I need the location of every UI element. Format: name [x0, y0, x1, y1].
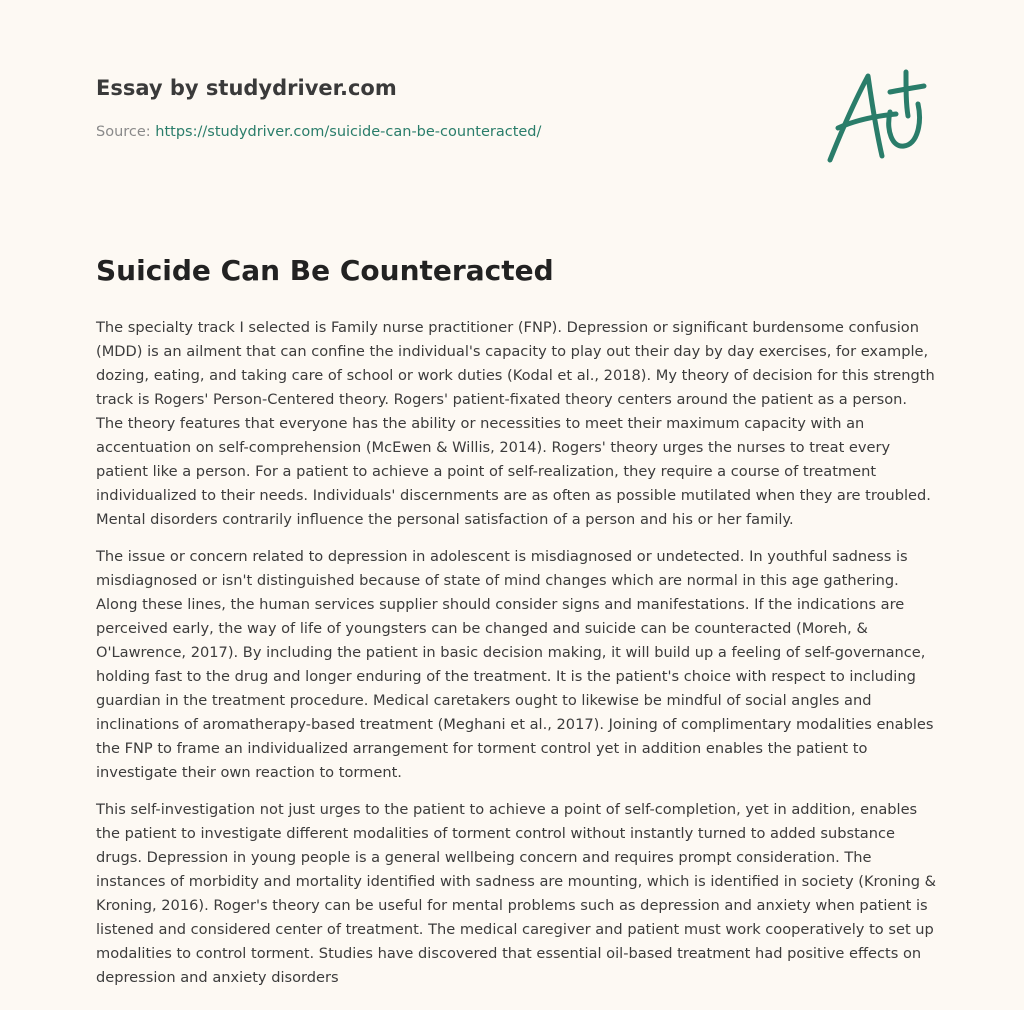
essay-body: [96, 316, 936, 1003]
paragraph: This self-investigation not just urges to the patient to achieve a point of self-completion, yet in addition, enables the patient to investigate different modalities of torment control without instantly turned to added substance drugs. Depression in young people is a general wellbeing concern and requires prompt consideration. The instances of morbidity and mortality identified with sadness are mounting, which is identified in society (Kroning & Kroning, 2016). Roger's theory can be useful for mental problems such as depression and anxiety when patient is listened and considered center of treatment. The medical caregiver and patient must work cooperatively to set up modalities to control torment. Studies have discovered that essential oil-based treatment had positive effects on depression and anxiety disorders: [96, 801, 936, 986]
page-title: Suicide Can Be Counteracted: [96, 254, 554, 287]
source-link[interactable]: https://studydriver.com/suicide-can-be-counteracted/: [155, 124, 542, 140]
brand-title: Essay by studydriver.com: [96, 76, 397, 100]
paragraph: The specialty track I selected is Family nurse practitioner (FNP). Depression or significant burdensome confusion (MDD) is an ailment that can confine the individual's capacity to play out their day by day exercises, for example, dozing, eating, and taking care of school or work duties (Kodal et al., 2018). My theory of decision for this strength track is Rogers' Person-Centered theory. Rogers' patient-fixated theory centers around the patient as a person. The theory features that everyone has the ability or necessities to meet their maximum capacity with an accentuation on self-comprehension (McEwen & Willis, 2014). Rogers' theory urges the nurses to treat every patient like a person. For a patient to achieve a point of self-realization, they require a course of treatment individualized to their needs. Individuals' discernments are as often as possible mutilated when they are troubled. Mental disorders contrarily influence the personal satisfaction of a person and his or her family.: [96, 319, 935, 528]
source-line: [96, 124, 541, 140]
source-label: Source:: [96, 124, 156, 140]
paragraph: The issue or concern related to depression in adolescent is misdiagnosed or undetected. In youthful sadness is misdiagnosed or isn't distinguished because of state of mind changes which are normal in this age gathering. Along these lines, the human services supplier should consider signs and manifestations. If the indications are perceived early, the way of life of youngsters can be changed and suicide can be counteracted (Moreh, & O'Lawrence, 2017). By including the patient in basic decision making, it will build up a feeling of self-governance, holding fast to the drug and longer enduring of the treatment. It is the patient's choice with respect to including guardian in the treatment procedure. Medical caretakers ought to likewise be mindful of social angles and inclinations of aromatherapy-based treatment (Meghani et al., 2017). Joining of complimentary modalities enables the FNP to frame an individualized arrangement for torment control yet in addition enables the patient to investigate their own reaction to torment.: [96, 548, 934, 781]
a-plus-logo-icon: [820, 64, 930, 168]
